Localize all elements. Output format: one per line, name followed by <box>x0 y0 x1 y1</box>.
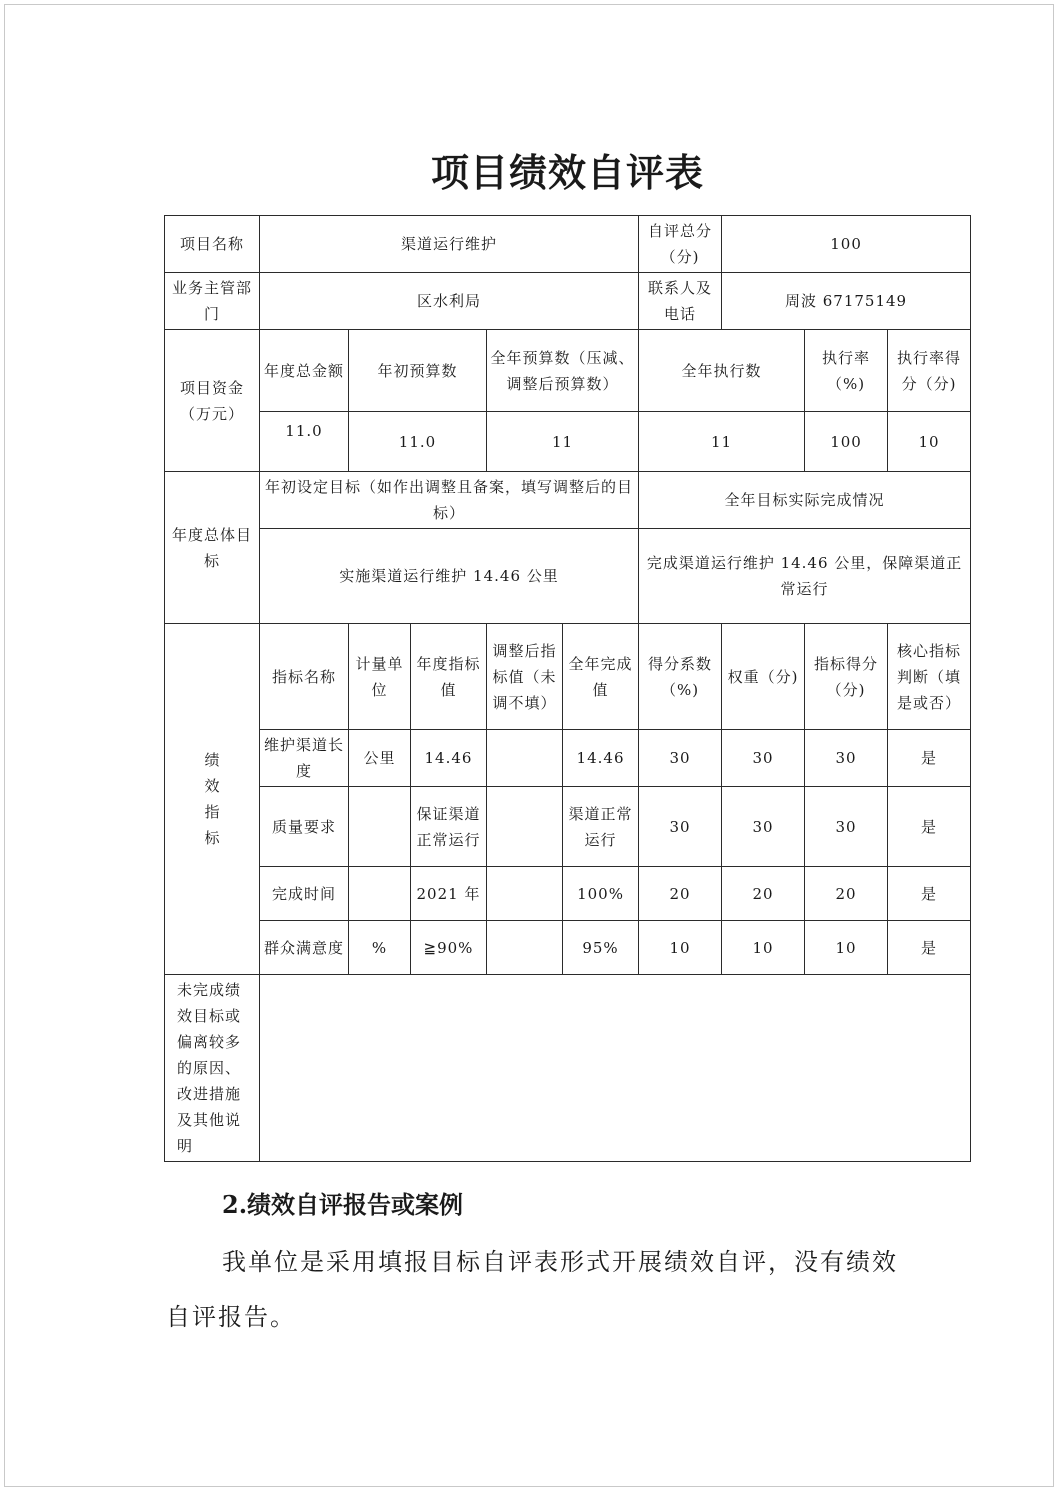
indicator-adjusted <box>487 867 563 921</box>
indicator-header-score: 指标得分（分) <box>805 624 888 730</box>
department-row <box>165 273 971 330</box>
indicator-name: 完成时间 <box>260 867 349 921</box>
indicator-completed: 95% <box>563 921 639 975</box>
project-name-value: 渠道运行维护 <box>260 216 639 273</box>
goals-initial-header: 年初设定目标（如作出调整且备案，填写调整后的目标） <box>260 472 639 529</box>
indicator-score: 10 <box>805 921 888 975</box>
indicator-weight: 30 <box>722 787 805 867</box>
indicator-annual: 保证渠道正常运行 <box>411 787 487 867</box>
indicator-core: 是 <box>888 730 971 787</box>
indicator-core: 是 <box>888 867 971 921</box>
indicator-score: 20 <box>805 867 888 921</box>
funds-full-year-exec: 11 <box>639 412 805 472</box>
indicator-row <box>165 787 971 867</box>
goals-actual-value: 完成渠道运行维护 14.46 公里，保障渠道正常运行 <box>639 529 971 624</box>
indicator-row <box>165 730 971 787</box>
indicators-label <box>165 624 260 975</box>
contact-label: 联系人及电话 <box>639 273 722 330</box>
evaluation-table <box>164 215 971 1162</box>
indicator-header-adjusted: 调整后指标值（未调不填） <box>487 624 563 730</box>
reasons-value <box>260 975 971 1162</box>
indicator-name: 质量要求 <box>260 787 349 867</box>
indicator-header-weight: 权重（分) <box>722 624 805 730</box>
indicator-name: 维护渠道长度 <box>260 730 349 787</box>
indicator-score: 30 <box>805 730 888 787</box>
department-value: 区水利局 <box>260 273 639 330</box>
indicator-unit: % <box>349 921 411 975</box>
funds-header-exec-score: 执行率得分（分) <box>888 330 971 412</box>
funds-header-exec-rate: 执行率（%) <box>805 330 888 412</box>
indicator-weight: 10 <box>722 921 805 975</box>
indicator-header-coef: 得分系数（%) <box>639 624 722 730</box>
indicator-coef: 20 <box>639 867 722 921</box>
indicator-row <box>165 921 971 975</box>
section-paragraph: 我单位是采用填报目标自评表形式开展绩效自评，没有绩效自评报告。 <box>166 1248 898 1331</box>
indicator-header-row <box>165 624 971 730</box>
funds-header-row <box>165 330 971 412</box>
indicator-header-completed: 全年完成值 <box>563 624 639 730</box>
indicator-coef: 30 <box>639 787 722 867</box>
indicator-completed: 100% <box>563 867 639 921</box>
contact-value: 周波 67175149 <box>722 273 971 330</box>
funds-header-full-year-budget: 全年预算数（压减、调整后预算数） <box>487 330 639 412</box>
indicator-weight: 20 <box>722 867 805 921</box>
funds-header-annual-total: 年度总金额 <box>260 330 349 412</box>
indicator-unit <box>349 787 411 867</box>
funds-header-full-year-exec: 全年执行数 <box>639 330 805 412</box>
project-name-row <box>165 216 971 273</box>
section-heading: 2.绩效自评报告或案例 <box>222 1190 464 1219</box>
indicator-header-core: 核心指标判断（填是或否） <box>888 624 971 730</box>
indicator-coef: 10 <box>639 921 722 975</box>
self-score-value: 100 <box>722 216 971 273</box>
reasons-row <box>165 975 971 1162</box>
indicator-weight: 30 <box>722 730 805 787</box>
funds-header-initial-budget: 年初预算数 <box>349 330 487 412</box>
funds-values-row <box>165 412 971 472</box>
indicator-annual: ≧90% <box>411 921 487 975</box>
indicator-annual: 2021 年 <box>411 867 487 921</box>
self-score-label: 自评总分（分) <box>639 216 722 273</box>
goals-values-row <box>165 529 971 624</box>
goals-actual-header: 全年目标实际完成情况 <box>639 472 971 529</box>
indicators-label-text: 绩效指标 <box>204 751 221 847</box>
indicator-completed: 渠道正常运行 <box>563 787 639 867</box>
funds-initial-budget: 11.0 <box>349 412 487 472</box>
indicator-annual: 14.46 <box>411 730 487 787</box>
indicator-core: 是 <box>888 787 971 867</box>
indicator-score: 30 <box>805 787 888 867</box>
indicator-adjusted <box>487 730 563 787</box>
goals-initial-value: 实施渠道运行维护 14.46 公里 <box>260 529 639 624</box>
funds-label: 项目资金（万元） <box>165 330 260 472</box>
goals-label: 年度总体目标 <box>165 472 260 624</box>
indicator-header-annual: 年度指标值 <box>411 624 487 730</box>
indicator-unit <box>349 867 411 921</box>
indicator-unit: 公里 <box>349 730 411 787</box>
department-label: 业务主管部门 <box>165 273 260 330</box>
goals-header-row <box>165 472 971 529</box>
indicator-header-unit: 计量单位 <box>349 624 411 730</box>
funds-annual-total: 11.0 <box>260 412 349 472</box>
page-title: 项目绩效自评表 <box>430 150 704 195</box>
indicator-completed: 14.46 <box>563 730 639 787</box>
project-name-label: 项目名称 <box>165 216 260 273</box>
funds-exec-rate: 100 <box>805 412 888 472</box>
indicator-name: 群众满意度 <box>260 921 349 975</box>
funds-full-year-budget: 11 <box>487 412 639 472</box>
funds-exec-score: 10 <box>888 412 971 472</box>
indicator-header-name: 指标名称 <box>260 624 349 730</box>
indicator-core: 是 <box>888 921 971 975</box>
indicator-adjusted <box>487 787 563 867</box>
indicator-coef: 30 <box>639 730 722 787</box>
indicator-row <box>165 867 971 921</box>
reasons-label: 未完成绩效目标或偏离较多的原因、改进措施及其他说明 <box>165 975 260 1162</box>
indicator-adjusted <box>487 921 563 975</box>
